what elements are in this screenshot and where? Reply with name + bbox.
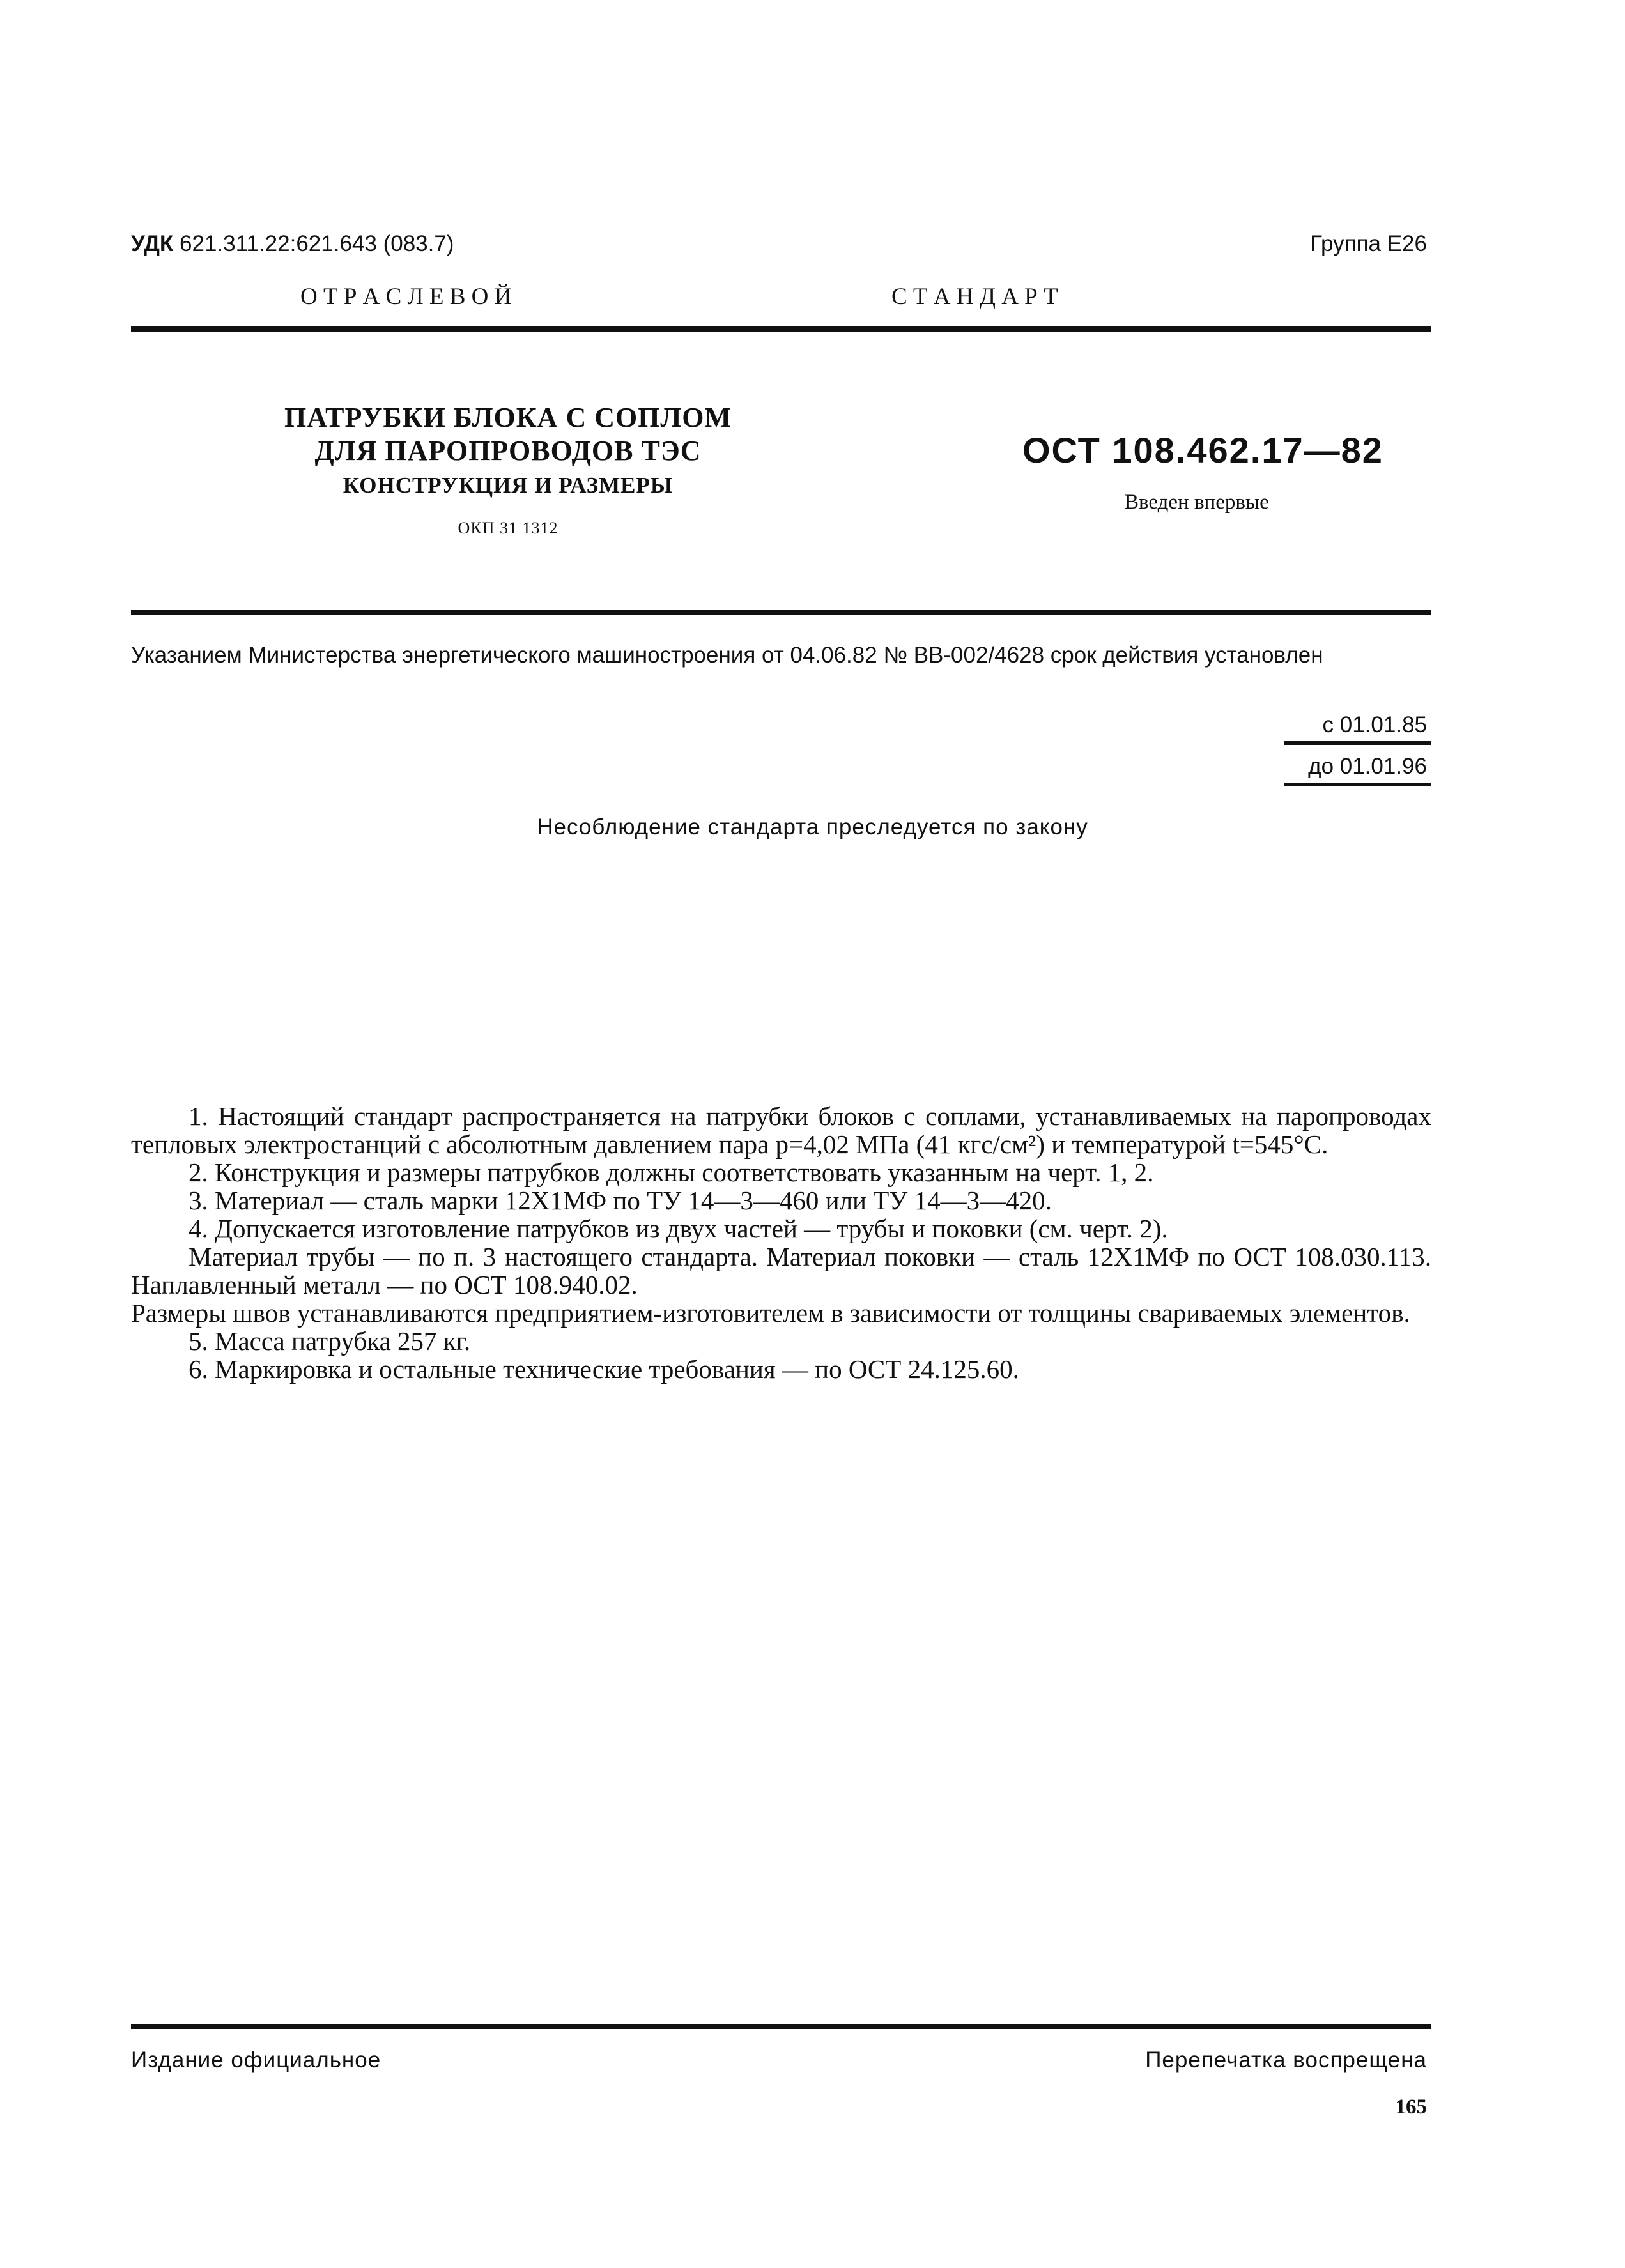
directive-text: Указанием Министерства энергетического машиностроения от 04.06.82 № ВВ-002/4628 срок действия установлен — [131, 643, 1323, 668]
valid-to-date: до 01.01.96 — [1308, 754, 1427, 779]
title-line-1: ПАТРУБКИ БЛОКА С СОПЛОМ — [284, 402, 732, 433]
paragraph-4: 4. Допускается изготовление патрубков из двух частей — трубы и поковки (см. черт. 2). — [189, 1214, 1168, 1243]
paragraph-3: 3. Материал — сталь марки 12Х1МФ по ТУ 14—3—460 или ТУ 14—3—420. — [189, 1186, 1052, 1215]
edition-note: Издание официальное — [131, 2048, 381, 2073]
paragraph-4-welds: Размеры швов устанавливаются предприятием-изготовителем в зависимости от толщины свариваемых элементов. — [131, 1298, 1410, 1328]
document-title — [236, 401, 780, 468]
standard-body — [131, 1102, 1431, 1383]
footer-rule — [131, 2024, 1431, 2029]
udk-prefix: УДК — [131, 231, 174, 256]
paragraph-5: 5. Масса патрубка 257 кг. — [189, 1326, 471, 1356]
paragraph-2: 2. Конструкция и размеры патрубков должны соответствовать указанным на черт. 1, 2. — [189, 1158, 1154, 1187]
group-code: Группа Е26 — [1310, 231, 1427, 256]
title-line-2: ДЛЯ ПАРОПРОВОДОВ ТЭС — [314, 435, 702, 466]
paragraph-1: 1. Настоящий стандарт распространяется на патрубки блоков с соплами, устанавливаемых на паропроводах тепловых электростанций с абсолютным давлением пара p=4,02 МПа (41 кгс/см²) и температурой t=545°С. — [131, 1101, 1431, 1159]
paragraph-6: 6. Маркировка и остальные технические требования — по ОСТ 24.125.60. — [189, 1354, 1019, 1384]
banner-word-standard: С Т А Н Д А Р Т — [891, 284, 1058, 310]
reprint-note: Перепечатка воспрещена — [1145, 2048, 1427, 2073]
header-rule — [131, 326, 1431, 332]
valid-to-rule — [1284, 783, 1431, 786]
penalty-notice: Несоблюдение стандарта преследуется по закону — [537, 815, 1088, 839]
udk-codes: 621.311.22:621.643 (083.7) — [180, 231, 454, 256]
udk-code — [131, 231, 454, 257]
standard-number: ОСТ 108.462.17—82 — [1022, 430, 1383, 470]
paragraph-4-material: Материал трубы — по п. 3 настоящего стандарта. Материал поковки — сталь 12Х1МФ по ОСТ 108.030.113. Наплавленный металл — по ОСТ 108.940.02. — [131, 1242, 1431, 1299]
valid-from-rule — [1284, 741, 1431, 745]
banner-word-industry: О Т Р А С Л Е В О Й — [300, 284, 512, 310]
okp-code: ОКП 31 1312 — [458, 519, 558, 537]
title-rule — [131, 610, 1431, 615]
introduced-note: Введен впервые — [1125, 491, 1269, 514]
document-subtitle: КОНСТРУКЦИЯ И РАЗМЕРЫ — [343, 473, 674, 498]
page-number: 165 — [1395, 2096, 1427, 2119]
valid-from-date: с 01.01.85 — [1322, 712, 1427, 737]
